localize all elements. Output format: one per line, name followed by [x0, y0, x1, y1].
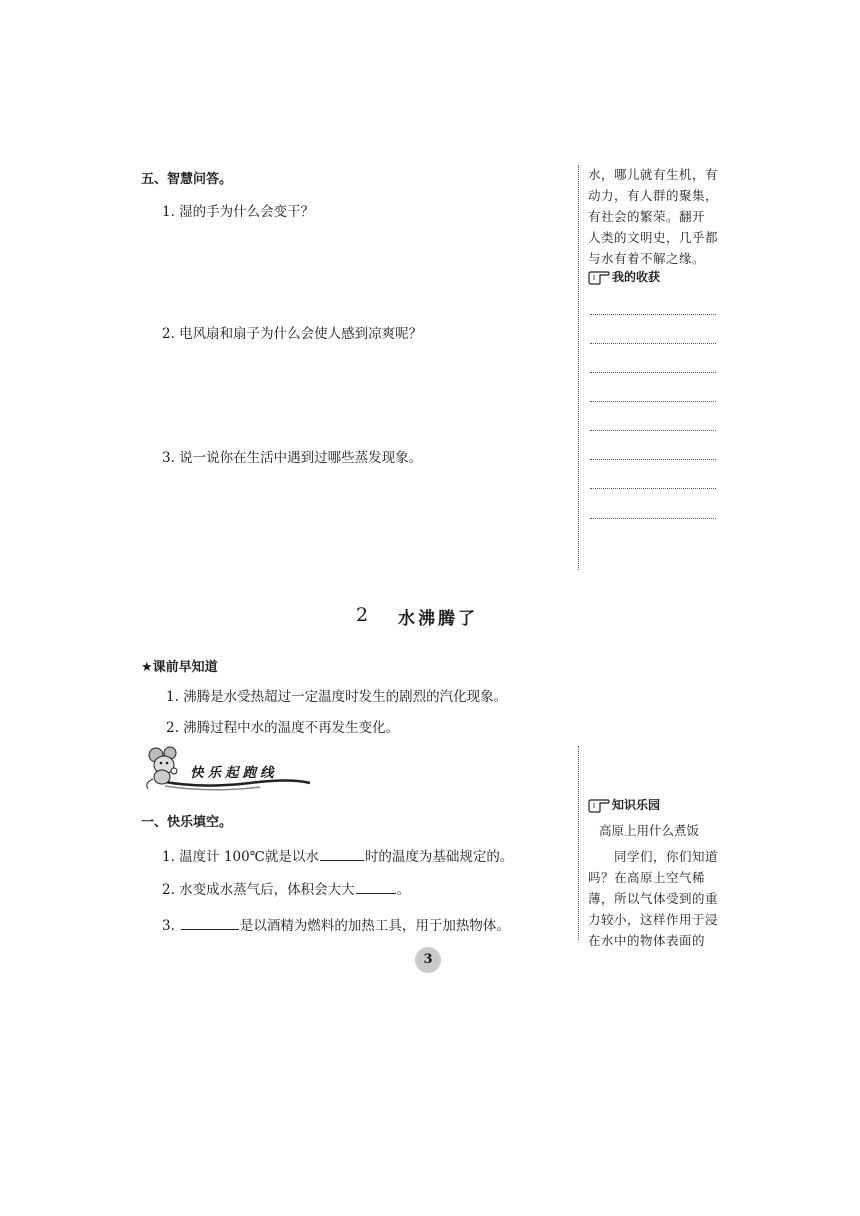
sidebar-line: 与水有着不解之缘。 [588, 251, 706, 266]
fill-question-2 [162, 878, 410, 898]
sidebar-divider [578, 746, 579, 940]
answer-blank[interactable] [356, 881, 396, 894]
answer-line [590, 314, 716, 315]
sidebar-divider [578, 165, 579, 570]
preview-point-1: 1. 沸腾是水受热超过一定温度时发生的剧烈的汽化现象。 [166, 689, 508, 705]
answer-line [590, 401, 716, 402]
fill-question-3-part-b: 是以酒精为燃料的加热工具，用于加热物体。 [239, 918, 510, 934]
preview-point-2: 2. 沸腾过程中水的温度不再发生变化。 [166, 720, 400, 736]
question-1: 1. 湿的手为什么会变干？ [162, 204, 315, 220]
pointing-hand-icon [588, 271, 610, 285]
sidebar-line: 动力，有人群的聚集， [588, 188, 719, 203]
fill-question-1-part-b: 时的温度为基础规定的。 [364, 849, 514, 865]
knowledge-label: 知识乐园 [612, 798, 661, 812]
section1-title: 一、快乐填空。 [141, 815, 233, 830]
fill-question-3 [162, 914, 510, 934]
answer-line [590, 488, 716, 489]
page-number: 3 [415, 947, 441, 973]
answer-blank[interactable] [320, 848, 364, 861]
gain-label: 我的收获 [612, 270, 661, 284]
sidebar-line: 有社会的繁荣。翻开 [588, 209, 706, 224]
knowledge-line: 在水中的物体表面的 [588, 933, 706, 948]
knowledge-line: 力较小，这样作用于浸 [588, 912, 719, 927]
knowledge-heading [588, 796, 660, 813]
gain-heading [588, 268, 660, 285]
answer-line [590, 343, 716, 344]
knowledge-line: 同学们，你们知道 [614, 849, 719, 864]
pointing-hand-icon [588, 799, 610, 813]
answer-line [590, 372, 716, 373]
happy-start-banner [140, 743, 320, 793]
answer-line [590, 459, 716, 460]
question-2: 2. 电风扇和扇子为什么会使人感到凉爽呢？ [162, 326, 423, 342]
question-3: 3. 说一说你在生活中遇到过哪些蒸发现象。 [162, 450, 423, 466]
fill-question-3-part-a: 3. [162, 918, 175, 934]
answer-line [590, 518, 716, 519]
fill-question-1 [162, 845, 513, 865]
banner-text: 快乐起跑线 [190, 765, 278, 781]
sidebar-line: 水，哪儿就有生机，有 [588, 167, 719, 182]
preview-title: ★课前早知道 [141, 660, 218, 675]
sidebar-line: 人类的文明史，几乎都 [588, 230, 719, 245]
knowledge-line: 薄，所以气体受到的重 [588, 891, 719, 906]
knowledge-line: 吗？在高原上空气稀 [588, 870, 706, 885]
answer-blank[interactable] [181, 917, 239, 930]
answer-line [590, 430, 716, 431]
knowledge-text [588, 846, 728, 951]
section5-title: 五、智慧问答。 [141, 172, 233, 187]
lesson-title: 水沸腾了 [398, 609, 478, 629]
fill-question-2-part-b: 。 [396, 882, 411, 898]
knowledge-title: 高原上用什么煮饭 [599, 823, 700, 838]
sidebar-text [588, 164, 728, 269]
fill-question-2-part-a: 2. 水变成水蒸气后，体积会大大 [162, 882, 355, 898]
lesson-number: 2 [356, 604, 369, 626]
fill-question-1-part-a: 1. 温度计 100℃就是以水 [162, 849, 319, 865]
